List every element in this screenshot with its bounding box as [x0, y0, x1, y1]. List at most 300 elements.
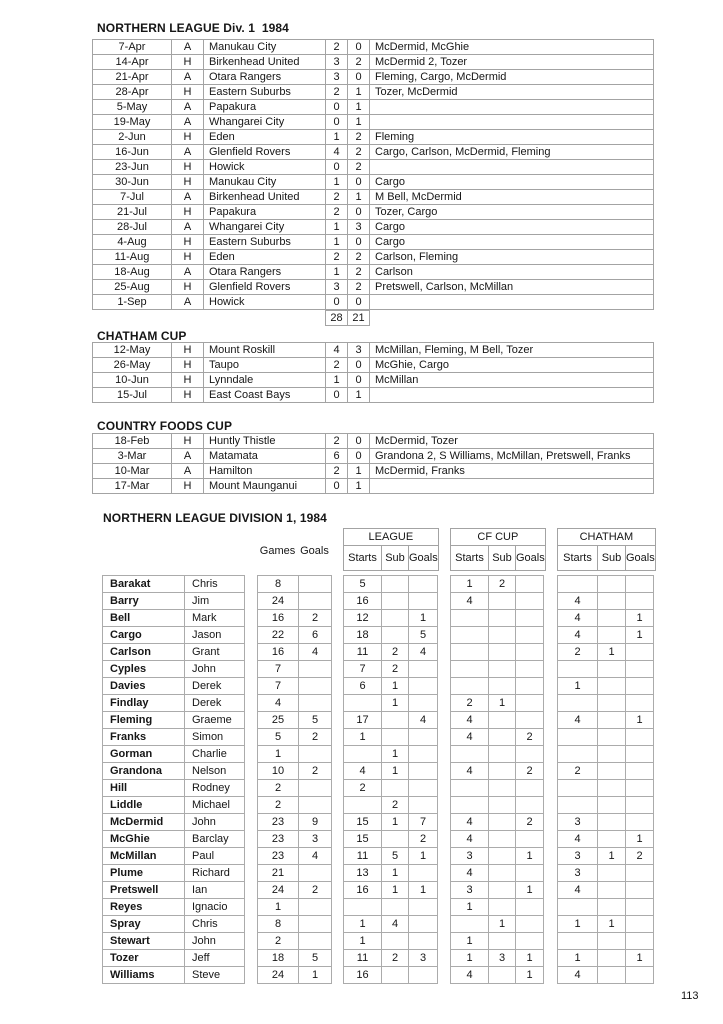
fixture-goals-for: 0: [326, 295, 348, 310]
league-goals: 3: [409, 950, 438, 967]
cf-cup-header-box: [450, 528, 546, 571]
league-sub-header: Sub: [382, 546, 409, 571]
fixture-venue: H: [172, 434, 204, 449]
fixture-goals-against: 2: [348, 145, 370, 160]
player-goals: 2: [299, 729, 332, 746]
cf-sub: [489, 865, 516, 882]
goals-column-label: Goals: [300, 545, 329, 557]
chatham-sub: [598, 763, 626, 780]
player-games: 2: [258, 797, 299, 814]
player-league-row: [344, 933, 438, 950]
chatham-starts: 3: [558, 814, 598, 831]
league-group-label: LEAGUE: [344, 529, 439, 546]
chatham-sub: [598, 933, 626, 950]
player-games: 10: [258, 763, 299, 780]
chatham-goals: 1: [626, 610, 654, 627]
fixture-date: 21-Jul: [93, 205, 172, 220]
player-cf-row: [451, 610, 544, 627]
fixture-goals-against: 0: [348, 205, 370, 220]
fixture-goals-against: 0: [348, 295, 370, 310]
fixture-scorers: [370, 160, 654, 175]
cf-starts: 4: [451, 831, 489, 848]
chatham-goals: [626, 746, 654, 763]
player-goals: [299, 593, 332, 610]
fixture-opponent: East Coast Bays: [204, 388, 326, 403]
league-sub: 1: [382, 763, 409, 780]
league-sub: 1: [382, 695, 409, 712]
league-sub: [382, 933, 409, 950]
chatham-sub: 1: [598, 644, 626, 661]
league-sub: 1: [382, 678, 409, 695]
fixture-venue: H: [172, 373, 204, 388]
fixture-goals-for: 3: [326, 55, 348, 70]
chatham-goals: [626, 797, 654, 814]
fixture-scorers: Cargo: [370, 220, 654, 235]
player-chatham-row: [558, 780, 654, 797]
chatham-starts: 2: [558, 644, 598, 661]
league-header-box: [343, 528, 439, 571]
player-games: 7: [258, 661, 299, 678]
league-starts-header: Starts: [344, 546, 382, 571]
fixture-date: 15-Jul: [93, 388, 172, 403]
chatham-starts: 4: [558, 967, 598, 984]
player-games-row: [258, 661, 332, 678]
player-surname: Grandona: [103, 763, 185, 780]
league-sub: 4: [382, 916, 409, 933]
fixture-row: [93, 145, 654, 160]
player-chatham-row: [558, 644, 654, 661]
fixture-scorers: Tozer, Cargo: [370, 205, 654, 220]
player-firstname: Graeme: [185, 712, 245, 729]
fixture-row: [93, 265, 654, 280]
player-goals: 2: [299, 882, 332, 899]
cf-sub: 2: [489, 576, 516, 593]
fixture-row: [93, 388, 654, 403]
player-league-row: [344, 661, 438, 678]
fixture-venue: H: [172, 205, 204, 220]
fixture-goals-against: 2: [348, 55, 370, 70]
player-cf-row: [451, 593, 544, 610]
player-goals: 2: [299, 610, 332, 627]
fixture-row: [93, 280, 654, 295]
player-firstname: Rodney: [185, 780, 245, 797]
player-league-row: [344, 780, 438, 797]
fixture-venue: H: [172, 358, 204, 373]
player-games: 2: [258, 780, 299, 797]
fixture-row: [93, 479, 654, 494]
player-games-row: [258, 831, 332, 848]
cf-starts: [451, 797, 489, 814]
player-cf-cup-stats-table: [450, 575, 544, 984]
player-cf-row: [451, 967, 544, 984]
player-surname: Pretswell: [103, 882, 185, 899]
chatham-sub: [598, 831, 626, 848]
chatham-sub: [598, 678, 626, 695]
fixture-date: 17-Mar: [93, 479, 172, 494]
player-surname: Tozer: [103, 950, 185, 967]
chatham-starts: 1: [558, 678, 598, 695]
league-starts: [344, 899, 382, 916]
fixture-goals-for: 2: [326, 205, 348, 220]
chatham-starts: [558, 797, 598, 814]
player-goals: 9: [299, 814, 332, 831]
player-goals: 2: [299, 763, 332, 780]
fixture-goals-for: 1: [326, 373, 348, 388]
player-name-row: [103, 593, 245, 610]
league-goals: 1: [409, 848, 438, 865]
cf-starts: 3: [451, 848, 489, 865]
stats-title: NORTHERN LEAGUE DIVISION 1, 1984: [103, 511, 327, 525]
cf-starts: 4: [451, 967, 489, 984]
fixture-goals-against: 3: [348, 220, 370, 235]
player-name-row: [103, 967, 245, 984]
chatham-goals: [626, 729, 654, 746]
fixture-row: [93, 130, 654, 145]
chatham-starts: 4: [558, 831, 598, 848]
fixture-scorers: McMillan: [370, 373, 654, 388]
league-goals: [409, 780, 438, 797]
fixture-goals-against: 0: [348, 175, 370, 190]
cf-goals: [516, 610, 544, 627]
league-sub: [382, 610, 409, 627]
player-games: 23: [258, 848, 299, 865]
cf-starts: [451, 678, 489, 695]
player-surname: Gorman: [103, 746, 185, 763]
cf-starts: 4: [451, 865, 489, 882]
league-sub: [382, 576, 409, 593]
league-sub: 1: [382, 814, 409, 831]
player-games-row: [258, 967, 332, 984]
cf-starts: [451, 746, 489, 763]
player-name-row: [103, 916, 245, 933]
fixture-goals-against: 0: [348, 434, 370, 449]
player-league-row: [344, 576, 438, 593]
fixture-venue: A: [172, 70, 204, 85]
fixture-scorers: [370, 295, 654, 310]
chatham-starts: [558, 661, 598, 678]
totals-row: [326, 311, 370, 326]
fixture-date: 18-Feb: [93, 434, 172, 449]
league-sub: 5: [382, 848, 409, 865]
fixture-scorers: Grandona 2, S Williams, McMillan, Pretswell, Franks: [370, 449, 654, 464]
fixture-scorers: Tozer, McDermid: [370, 85, 654, 100]
player-name-row: [103, 882, 245, 899]
cf-starts: 1: [451, 899, 489, 916]
chatham-goals: 1: [626, 712, 654, 729]
player-firstname: Richard: [185, 865, 245, 882]
league-goals-header: Goals: [409, 546, 439, 571]
player-chatham-row: [558, 610, 654, 627]
chatham-starts: [558, 933, 598, 950]
cf-goals: [516, 899, 544, 916]
league-sub: [382, 780, 409, 797]
chatham-starts: 4: [558, 882, 598, 899]
cf-sub: [489, 780, 516, 797]
fixture-goals-against: 1: [348, 85, 370, 100]
chatham-goals: [626, 814, 654, 831]
player-name-row: [103, 627, 245, 644]
games-goals-labels: [257, 545, 331, 557]
fixture-goals-for: 3: [326, 70, 348, 85]
league-sub: 2: [382, 797, 409, 814]
fixture-venue: H: [172, 160, 204, 175]
chatham-goals: 1: [626, 627, 654, 644]
fixture-venue: A: [172, 145, 204, 160]
player-name-row: [103, 763, 245, 780]
fixture-opponent: Birkenhead United: [204, 190, 326, 205]
player-cf-row: [451, 797, 544, 814]
player-league-row: [344, 899, 438, 916]
player-goals: [299, 865, 332, 882]
chatham-goals: 1: [626, 831, 654, 848]
player-cf-row: [451, 763, 544, 780]
player-games-row: [258, 712, 332, 729]
player-surname: Barakat: [103, 576, 185, 593]
chatham-group-label: CHATHAM: [558, 529, 656, 546]
cf-cup-group-label: CF CUP: [451, 529, 546, 546]
cf-sub: [489, 678, 516, 695]
fixture-goals-for: 1: [326, 265, 348, 280]
cf-sub: [489, 797, 516, 814]
cf-starts: 4: [451, 763, 489, 780]
player-firstname: Chris: [185, 576, 245, 593]
fixture-row: [93, 160, 654, 175]
cf-sub-header: Sub: [489, 546, 516, 571]
fixture-opponent: Birkenhead United: [204, 55, 326, 70]
player-league-row: [344, 831, 438, 848]
player-cf-row: [451, 712, 544, 729]
player-chatham-row: [558, 933, 654, 950]
fixture-opponent: Otara Rangers: [204, 265, 326, 280]
player-cf-row: [451, 882, 544, 899]
league-goals: [409, 729, 438, 746]
league-sub: [382, 593, 409, 610]
chatham-starts: [558, 729, 598, 746]
fixture-date: 18-Aug: [93, 265, 172, 280]
player-surname: Fleming: [103, 712, 185, 729]
player-firstname: Paul: [185, 848, 245, 865]
player-cf-row: [451, 899, 544, 916]
cf-starts: [451, 780, 489, 797]
chatham-sub-header: Sub: [598, 546, 626, 571]
player-surname: Franks: [103, 729, 185, 746]
player-chatham-row: [558, 678, 654, 695]
fixture-venue: A: [172, 265, 204, 280]
cf-sub: [489, 661, 516, 678]
player-surname: Spray: [103, 916, 185, 933]
fixture-venue: H: [172, 280, 204, 295]
league-sub: [382, 831, 409, 848]
player-firstname: Jeff: [185, 950, 245, 967]
chatham-starts: [558, 695, 598, 712]
fixture-date: 21-Apr: [93, 70, 172, 85]
player-surname: Barry: [103, 593, 185, 610]
chatham-goals: 2: [626, 848, 654, 865]
fixture-row: [93, 449, 654, 464]
player-name-row: [103, 831, 245, 848]
player-surname: Davies: [103, 678, 185, 695]
fixture-row: [93, 175, 654, 190]
league-sub: [382, 899, 409, 916]
chatham-sub: [598, 627, 626, 644]
fixture-scorers: [370, 100, 654, 115]
player-games-row: [258, 848, 332, 865]
cf-goals: [516, 627, 544, 644]
player-chatham-row: [558, 967, 654, 984]
cf-sub: [489, 831, 516, 848]
cf-starts-header: Starts: [451, 546, 489, 571]
player-name-row: [103, 610, 245, 627]
fixture-scorers: McDermid, Tozer: [370, 434, 654, 449]
league-sub: [382, 712, 409, 729]
player-goals: [299, 661, 332, 678]
player-games-row: [258, 644, 332, 661]
chatham-sub: [598, 610, 626, 627]
player-cf-row: [451, 729, 544, 746]
player-firstname: Chris: [185, 916, 245, 933]
league-starts: 2: [344, 780, 382, 797]
cf-starts: [451, 661, 489, 678]
player-goals: 4: [299, 848, 332, 865]
fixture-scorers: Carlson: [370, 265, 654, 280]
fixture-opponent: Eastern Suburbs: [204, 235, 326, 250]
player-games: 1: [258, 899, 299, 916]
fixture-row: [93, 100, 654, 115]
player-name-row: [103, 661, 245, 678]
fixture-opponent: Mount Maunganui: [204, 479, 326, 494]
fixture-goals-against: 0: [348, 449, 370, 464]
player-surname: Liddle: [103, 797, 185, 814]
player-goals: [299, 576, 332, 593]
cf-starts: 3: [451, 882, 489, 899]
fixture-venue: A: [172, 40, 204, 55]
fixture-goals-against: 1: [348, 190, 370, 205]
fixture-date: 10-Jun: [93, 373, 172, 388]
fixture-scorers: McDermid, Franks: [370, 464, 654, 479]
player-games: 23: [258, 831, 299, 848]
player-surname: Reyes: [103, 899, 185, 916]
cf-starts: 1: [451, 933, 489, 950]
fixture-venue: H: [172, 130, 204, 145]
fixture-opponent: Glenfield Rovers: [204, 145, 326, 160]
player-games: 23: [258, 814, 299, 831]
player-chatham-row: [558, 661, 654, 678]
fixture-date: 1-Sep: [93, 295, 172, 310]
player-games-row: [258, 933, 332, 950]
player-cf-row: [451, 695, 544, 712]
cf-goals: [516, 780, 544, 797]
player-league-row: [344, 678, 438, 695]
league-starts: [344, 746, 382, 763]
fixture-date: 26-May: [93, 358, 172, 373]
cf-goals: 2: [516, 763, 544, 780]
player-games-row: [258, 882, 332, 899]
player-league-row: [344, 712, 438, 729]
player-name-row: [103, 644, 245, 661]
player-league-row: [344, 950, 438, 967]
fixture-opponent: Mount Roskill: [204, 343, 326, 358]
league-starts: 15: [344, 814, 382, 831]
player-names-table: [102, 575, 245, 984]
fixture-opponent: Whangarei City: [204, 115, 326, 130]
player-chatham-row: [558, 814, 654, 831]
player-name-row: [103, 746, 245, 763]
cf-starts: 1: [451, 576, 489, 593]
player-goals: [299, 746, 332, 763]
league-goals: [409, 797, 438, 814]
chatham-starts: 3: [558, 848, 598, 865]
fixture-venue: H: [172, 479, 204, 494]
player-name-row: [103, 933, 245, 950]
fixture-row: [93, 343, 654, 358]
player-league-row: [344, 967, 438, 984]
player-games-row: [258, 576, 332, 593]
player-cf-row: [451, 661, 544, 678]
chatham-goals: [626, 593, 654, 610]
league-starts: 16: [344, 967, 382, 984]
player-surname: Carlson: [103, 644, 185, 661]
player-goals: 5: [299, 712, 332, 729]
chatham-starts: 1: [558, 950, 598, 967]
league-goals: 1: [409, 882, 438, 899]
cf-sub: [489, 882, 516, 899]
player-league-row: [344, 644, 438, 661]
fixture-opponent: Howick: [204, 160, 326, 175]
player-surname: Cyples: [103, 661, 185, 678]
league-starts: [344, 797, 382, 814]
fixture-opponent: Eden: [204, 130, 326, 145]
player-goals: 1: [299, 967, 332, 984]
chatham-goals: [626, 916, 654, 933]
fixture-date: 23-Jun: [93, 160, 172, 175]
chatham-goals: [626, 695, 654, 712]
player-goals: [299, 899, 332, 916]
player-firstname: Derek: [185, 695, 245, 712]
player-games: 8: [258, 576, 299, 593]
fixture-venue: H: [172, 250, 204, 265]
fixture-scorers: McDermid, McGhie: [370, 40, 654, 55]
player-name-row: [103, 576, 245, 593]
games-column-label: Games: [259, 545, 296, 557]
fixture-opponent: Lynndale: [204, 373, 326, 388]
fixture-goals-against: 2: [348, 130, 370, 145]
player-name-row: [103, 814, 245, 831]
league-sub: [382, 729, 409, 746]
cf-starts: [451, 610, 489, 627]
league-starts: 18: [344, 627, 382, 644]
league-goals: [409, 865, 438, 882]
player-surname: Stewart: [103, 933, 185, 950]
fixture-date: 25-Aug: [93, 280, 172, 295]
league-sub: 1: [382, 882, 409, 899]
league-goals: 1: [409, 610, 438, 627]
fixture-goals-against: 2: [348, 280, 370, 295]
player-league-row: [344, 729, 438, 746]
player-games: 5: [258, 729, 299, 746]
player-firstname: Mark: [185, 610, 245, 627]
cf-starts: [451, 644, 489, 661]
fixture-scorers: McGhie, Cargo: [370, 358, 654, 373]
cf-goals-header: Goals: [516, 546, 546, 571]
league-goals: 2: [409, 831, 438, 848]
cf-goals: [516, 661, 544, 678]
chatham-goals: [626, 865, 654, 882]
player-games-row: [258, 814, 332, 831]
fixture-goals-against: 0: [348, 70, 370, 85]
player-firstname: Ignacio: [185, 899, 245, 916]
player-chatham-row: [558, 593, 654, 610]
player-firstname: Steve: [185, 967, 245, 984]
